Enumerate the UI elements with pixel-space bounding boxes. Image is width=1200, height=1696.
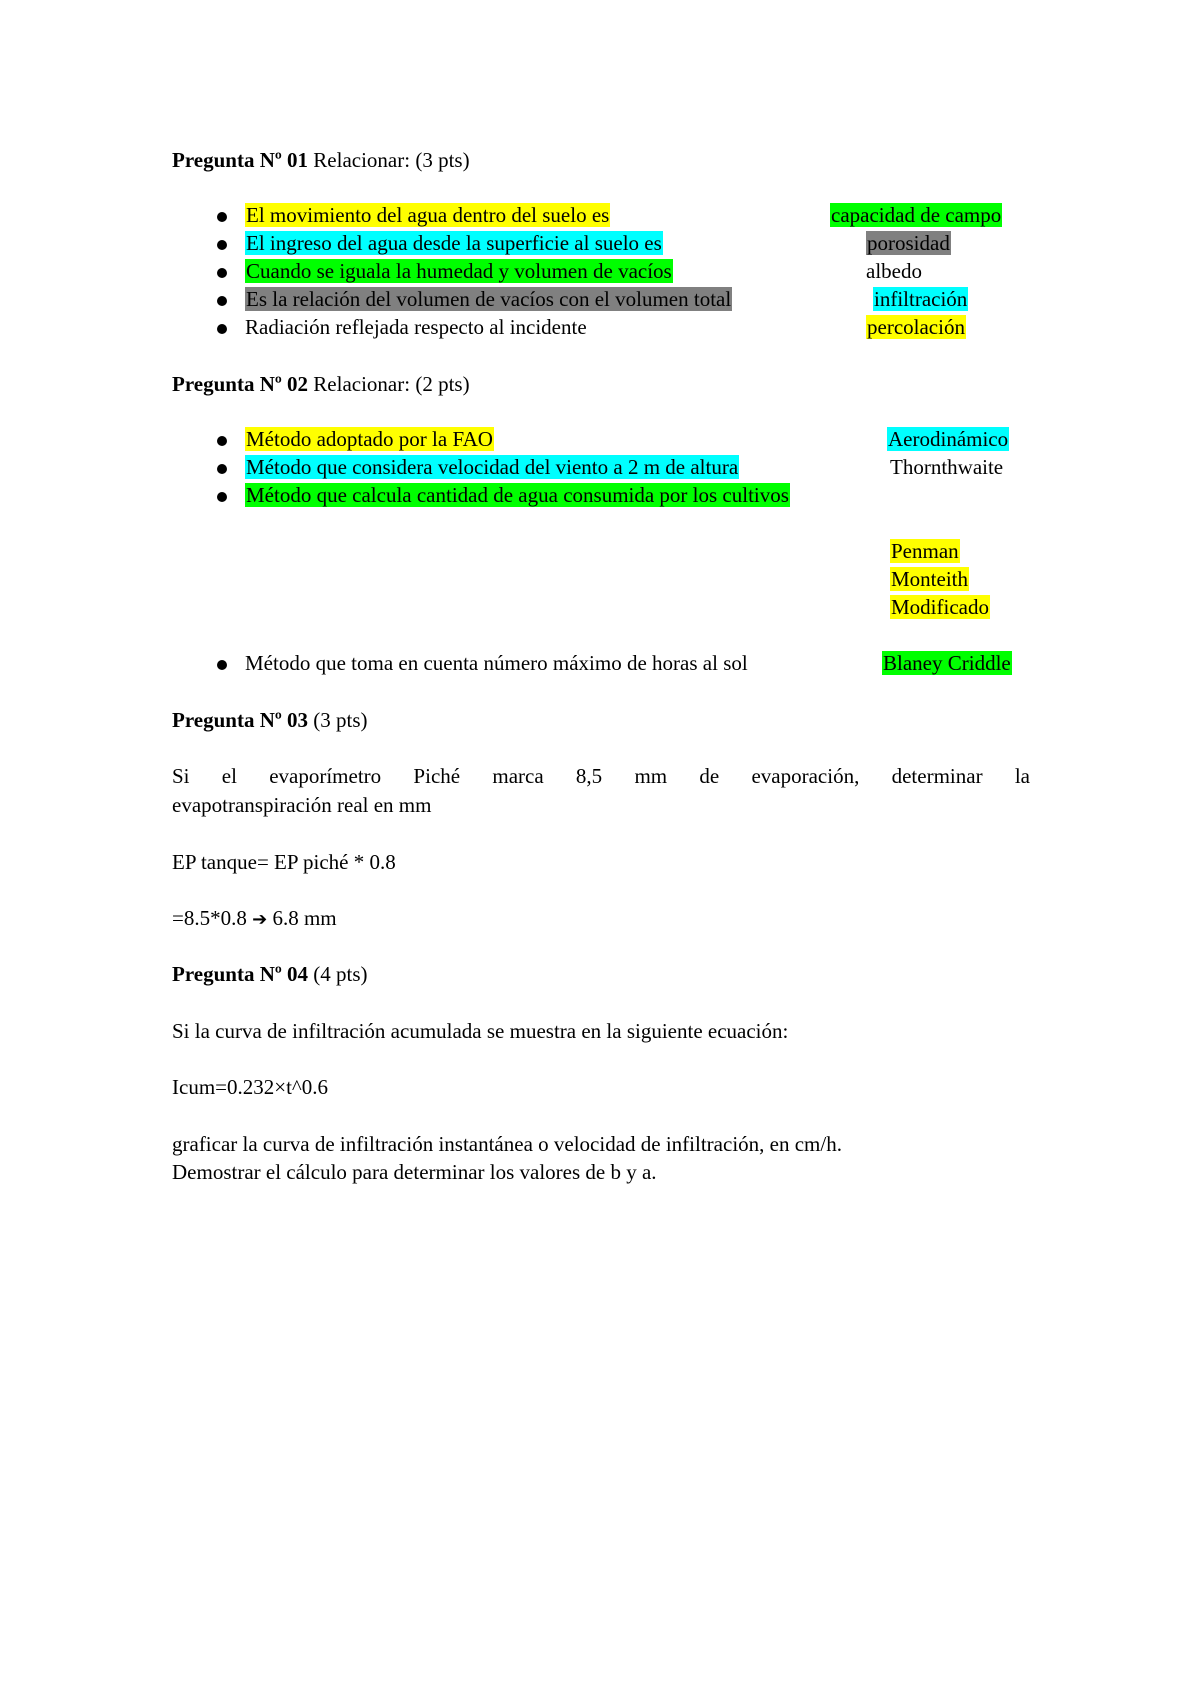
question-2-instruction: Relacionar: (2 pts) (308, 372, 470, 396)
question-2-answer (882, 650, 1012, 676)
question-2-item (245, 454, 739, 480)
question-4-title: Pregunta Nº 04 (172, 962, 309, 986)
question-3-instruction: (3 pts) (308, 708, 368, 732)
question-3-statement-line: evapotranspiración real en mm (172, 793, 432, 817)
question-1-item-text: Es la relación del volumen de vacíos con el volumen total (246, 287, 732, 311)
question-2-answer-text: Penman (891, 539, 959, 563)
question-1-answer-text: infiltración (874, 287, 968, 311)
question-2-answer-text: Aerodinámico (888, 427, 1009, 451)
question-2-item-text: Método adoptado por la FAO (246, 427, 493, 451)
question-4-instruction-line: graficar la curva de infiltración instantánea o velocidad de infiltración, en cm/h. (172, 1132, 842, 1156)
bullet-icon (217, 324, 227, 334)
question-1-answer (866, 314, 966, 340)
question-2-answer (890, 538, 960, 564)
question-1-answer (866, 258, 922, 284)
question-3-formula: EP tanque= EP piché * 0.8 (172, 850, 396, 874)
question-4-instruction-line: Demostrar el cálculo para determinar los valores de b y a. (172, 1160, 657, 1184)
arrow-right-icon: ➔ (252, 909, 268, 930)
question-1-answer-text: albedo (866, 259, 922, 283)
question-2-item (245, 650, 748, 676)
question-2-item-text: Método que toma en cuenta número máximo de horas al sol (245, 651, 748, 675)
question-4-statement: Si la curva de infiltración acumulada se muestra en la siguiente ecuación: (172, 1019, 789, 1043)
question-1-answer-text: capacidad de campo (831, 203, 1002, 227)
question-1-heading (172, 147, 470, 173)
question-2-answer-text: Monteith (891, 567, 968, 591)
question-4-instruction: (4 pts) (308, 962, 368, 986)
question-1-title: Pregunta Nº 01 (172, 148, 309, 172)
question-2-item (245, 482, 790, 508)
question-1-answer-text: percolación (867, 315, 965, 339)
question-4-equation: Icum=0.232×t^0.6 (172, 1075, 329, 1099)
question-1-answer-text: porosidad (867, 231, 950, 255)
question-1-item (245, 258, 673, 284)
question-1-answer (866, 230, 951, 256)
question-2-answer-text: Blaney Criddle (883, 651, 1011, 675)
question-2-answer (890, 566, 969, 592)
question-2-answer (890, 594, 990, 620)
question-2-item (245, 426, 494, 452)
question-3-result-right: 6.8 mm (267, 906, 337, 930)
bullet-icon (217, 268, 227, 278)
bullet-icon (217, 660, 227, 670)
question-1-instruction: Relacionar: (3 pts) (308, 148, 470, 172)
bullet-icon (217, 492, 227, 502)
question-2-answer-text: Thornthwaite (890, 455, 1004, 479)
question-1-answer (830, 202, 1002, 228)
question-1-item-text: El ingreso del agua desde la superficie al suelo es (246, 231, 662, 255)
bullet-icon (217, 464, 227, 474)
question-2-answer (887, 426, 1009, 452)
question-4-heading (172, 961, 368, 987)
question-1-item-text: Cuando se iguala la humedad y volumen de vacíos (246, 259, 672, 283)
question-1-item-text: Radiación reflejada respecto al incidente (245, 315, 587, 339)
question-3-statement (172, 762, 1030, 820)
question-3-result-left: =8.5*0.8 (172, 906, 253, 930)
question-1-item (245, 314, 587, 340)
question-3-statement-line: Si el evaporímetro Piché marca 8,5 mm de evaporación, determinar la (172, 764, 1030, 788)
question-2-item-text: Método que considera velocidad del viento a 2 m de altura (246, 455, 739, 479)
question-3-heading (172, 707, 368, 733)
question-1-item-text: El movimiento del agua dentro del suelo es (246, 203, 610, 227)
question-3-result (172, 905, 337, 933)
question-2-answer (890, 454, 1003, 480)
question-2-heading (172, 371, 470, 397)
question-2-answer-text: Modificado (891, 595, 989, 619)
question-2-title: Pregunta Nº 02 (172, 372, 309, 396)
bullet-icon (217, 436, 227, 446)
question-1-item (245, 230, 663, 256)
question-2-item-text: Método que calcula cantidad de agua consumida por los cultivos (246, 483, 789, 507)
bullet-icon (217, 240, 227, 250)
bullet-icon (217, 296, 227, 306)
question-1-item (245, 286, 732, 312)
question-1-answer (873, 286, 968, 312)
question-3-title: Pregunta Nº 03 (172, 708, 309, 732)
bullet-icon (217, 212, 227, 222)
question-1-item (245, 202, 610, 228)
